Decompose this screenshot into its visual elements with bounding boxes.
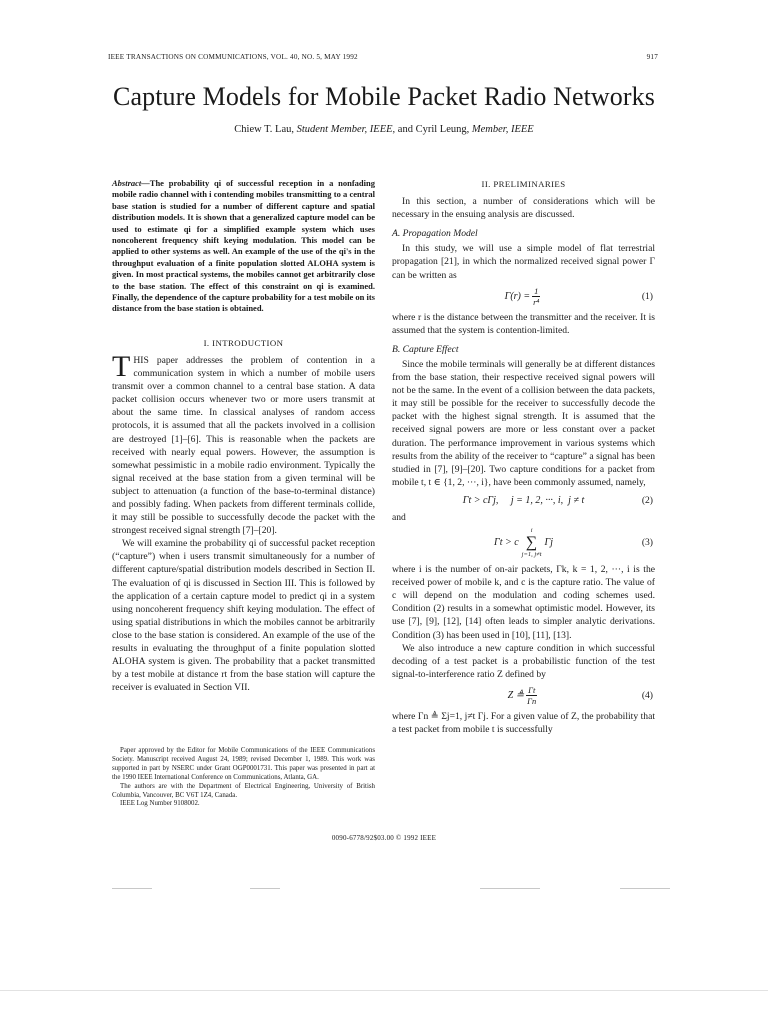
introduction-paragraph-1-text: HIS paper addresses the problem of contention in a communication system in which a number of mobile users transmit over a common channel to a central base station. A data packet collision occurs whenever two or more users transmit at about the same time. In classical analyses of random access protocols, it is assumed that all the packets involved in a collision are destroyed [1]–[6]. This is reasonable when the packets are received with nearly equal powers. However, the assumption is somewhat pessimistic in a mobile radio environment. Typically the signal received at the base station from a given terminal will be subject to attenuation (a function of the base-to-terminal distance) and possibly fading. When packets from different terminals collide, it may still be possible to successfully decode the packet with the strongest received signal strength [7]–[20]. bbox=[112, 354, 375, 537]
introduction-paragraph-2: We will examine the probability qi of successful packet reception (“capture”) when i users transmit simultaneously for a number of different capture/spatial distribution models described in Section II. The evaluation of qi is discussed in Section III. This is followed by the application of a certain capture model to predict qi in a system using noncoherent frequency shift keying modulation. The effect of using spatial distributions in which the mobiles cannot be arbitrarily close to the base station is considered. An example of the use of the results in evaluating the throughput of a finite population slotted ALOHA system is given. The probability that a packet transmitted by a test mobile at distance rt from the base station will capture the receiver is evaluated in Section VII. bbox=[112, 538, 375, 694]
equation-3-lhs: Γt > c bbox=[494, 537, 519, 549]
equation-1 bbox=[392, 286, 655, 307]
equation-4-fraction bbox=[526, 685, 537, 706]
sigma-icon: ∑ bbox=[525, 534, 538, 552]
scan-artifact-line bbox=[480, 888, 540, 889]
equation-4-denominator: Γn bbox=[527, 695, 537, 706]
equation-2-expression: Γt > cΓj, j = 1, 2, ···, i, j ≠ t bbox=[462, 494, 585, 506]
author-2-name: Cyril Leung, bbox=[415, 124, 470, 135]
author-line bbox=[0, 124, 768, 135]
summation-lower-limit: j=1, j≠t bbox=[521, 551, 542, 559]
after-equation-1: where r is the distance between the transmitter and the receiver. It is assumed that the system is contention-limited. bbox=[392, 311, 655, 336]
equation-2-number: (2) bbox=[641, 494, 653, 506]
after-equation-3: where i is the number of on-air packets, Γk, k = 1, 2, ···, i is the received power of mobile k, and c is the capture ratio. The value of c will depend on the modulation and coding schemes used. Condition (2) results in a somewhat optimistic model. However, its use [7], [9], [12], [14] often leads to simpler analytic derivations. Condition (3) has been used in [10], [11], [13]. bbox=[392, 564, 655, 641]
equation-1-denominator: r⁴ bbox=[533, 296, 540, 307]
equation-3-number: (3) bbox=[641, 537, 653, 549]
equation-3-summation bbox=[522, 526, 542, 559]
equation-1-lhs: Γ(r) = bbox=[504, 290, 531, 302]
abstract bbox=[112, 178, 375, 315]
author-conjunction: and bbox=[397, 124, 413, 135]
right-column bbox=[392, 178, 655, 736]
scan-artifact-line bbox=[112, 888, 152, 889]
running-head bbox=[108, 53, 658, 61]
equation-4-numerator: Γt bbox=[528, 684, 536, 695]
equation-2 bbox=[392, 494, 655, 507]
preliminaries-intro: In this section, a number of considerations which will be necessary in the ensuing analysis are discussed. bbox=[392, 196, 655, 221]
section-heading-introduction: I. INTRODUCTION bbox=[203, 337, 284, 348]
after-equation-4: where Γn ≜ Σj=1, j≠t Γj. For a given value of Z, the probability that a test packet from mobile t is successfully bbox=[392, 710, 655, 735]
equation-1-numerator: 1 bbox=[534, 285, 539, 296]
introduction-paragraph-1 bbox=[112, 349, 375, 537]
capture-paragraph: Since the mobile terminals will generally be at different distances from the base station, their respective received signal powers will not be the same. In the event of a collision between the data packets, it may still be possible for the receiver to successfully decode the packet with the highest signal strength. It is assumed that the received signal powers are more or less constant over a packet duration. The performance improvement in various systems which results from the ability of the receiver to “capture” a signal has been studied in [7], [9]–[20]. Two capture conditions for a packet from mobile t, t ∈ {1, 2, ···, i}, have been commonly assumed, namely, bbox=[392, 358, 655, 488]
propagation-paragraph: In this study, we will use a simple model of flat terrestrial propagation [21], in which the normalized received signal power Γ can be written as bbox=[392, 243, 655, 281]
scan-edge-line bbox=[0, 990, 768, 991]
footnote-log-number: IEEE Log Number 9108002. bbox=[120, 800, 200, 808]
abstract-text: The probability qi of successful reception in a nonfading mobile radio channel with i contending mobiles transmitting to a central base station is studied for a number of different capture and spatial distribution models. It is shown that a generalized capture model can be used to estimate qi for a simplified example system which uses noncoherent frequency shift keying modulation. This model can be applied to other systems as well. An example of the use of the qi's in the throughput evaluation of a finite population slotted ALOHA system is given. In most practical systems, the mobiles cannot get arbitrarily close to the base station. The effect of this constraint on qi is examined. Finally, the dependence of the capture probability for a test mobile on its distance from the base station is obtained. bbox=[112, 178, 375, 314]
page-number: 917 bbox=[646, 53, 658, 61]
abstract-lead: Abstract— bbox=[112, 178, 150, 188]
equation-1-fraction bbox=[532, 286, 540, 307]
copyright-line: 0090-6778/92$03.00 © 1992 IEEE bbox=[331, 834, 437, 842]
new-capture-condition-paragraph: We also introduce a new capture condition in which successful decoding of a test packet is a probabilistic function of the test signal-to-interference ratio Z defined by bbox=[392, 642, 655, 680]
left-column bbox=[112, 178, 375, 694]
equation-4-lhs: Z ≜ bbox=[507, 689, 525, 701]
author-1-name: Chiew T. Lau, bbox=[234, 124, 294, 135]
subsection-heading-capture: B. Capture Effect bbox=[392, 343, 459, 355]
author-2-role: Member, IEEE bbox=[471, 124, 534, 135]
first-page-footnote bbox=[112, 747, 375, 809]
journal-citation: IEEE TRANSACTIONS ON COMMUNICATIONS, VOL. 40, NO. 5, MAY 1992 bbox=[108, 53, 358, 61]
equation-4-number: (4) bbox=[641, 689, 653, 701]
subsection-heading-propagation: A. Propagation Model bbox=[392, 228, 478, 240]
equation-3 bbox=[392, 526, 655, 559]
equation-1-number: (1) bbox=[641, 290, 653, 302]
scan-artifact-line bbox=[250, 888, 280, 889]
footnote-affiliation: The authors are with the Department of Electrical Engineering, University of British Columbia, Vancouver, BC V6T 1Z4, Canada. bbox=[112, 782, 375, 799]
scan-artifact-line bbox=[620, 888, 670, 889]
drop-cap: T bbox=[112, 349, 131, 383]
paper-title: Capture Models for Mobile Packet Radio Networks bbox=[113, 82, 655, 111]
footnote-manuscript: Paper approved by the Editor for Mobile Communications of the IEEE Communications Society. Manuscript received August 24, 1989; revised December 1, 1989. This work was supported in part by NSERC under Grant OGP0001731. This paper was presented in part at the 1990 IEEE International Conference on Communications, Atlanta, GA. bbox=[112, 747, 375, 781]
equation-4 bbox=[392, 685, 655, 706]
summation-upper-limit: i bbox=[530, 527, 533, 535]
equation-3-rhs: Γj bbox=[544, 537, 553, 549]
section-heading-preliminaries: II. PRELIMINARIES bbox=[481, 179, 566, 189]
and-connector: and bbox=[392, 511, 406, 523]
author-1-role: Student Member, IEEE, bbox=[296, 124, 396, 135]
